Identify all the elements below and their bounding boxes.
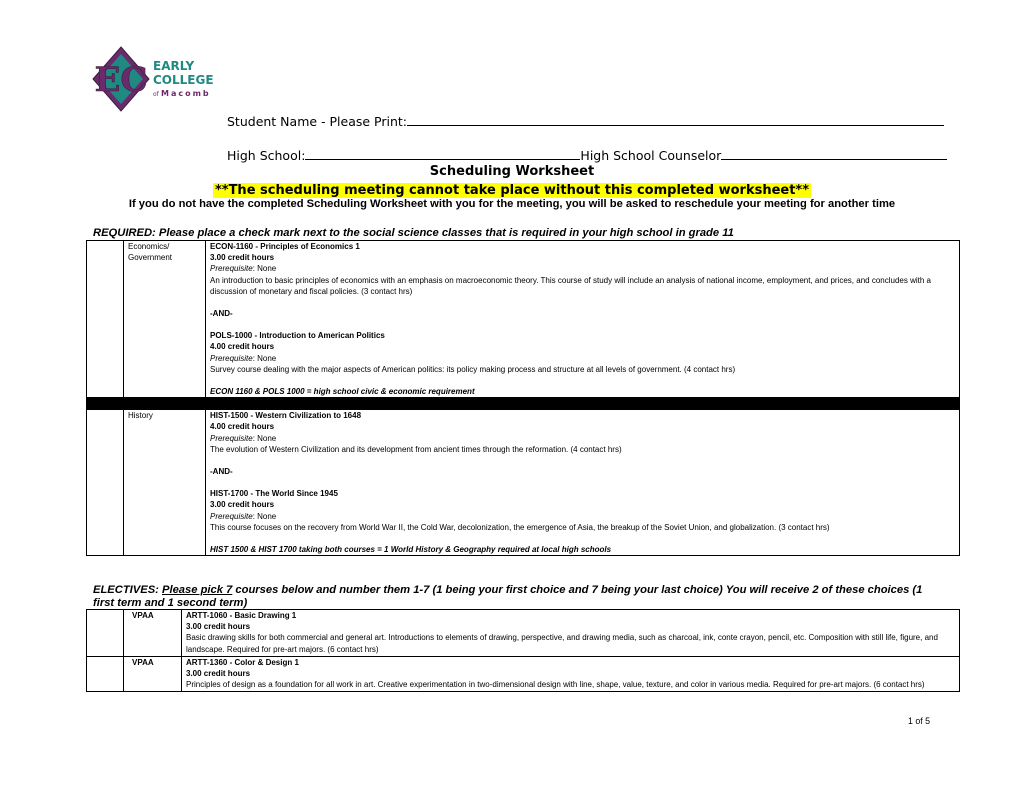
course-description: Basic drawing skills for both commercial and general art. Introductions to elements of drawing, perspective, and drawing media, such as charcoal, ink, conte crayon, pencil, etc. Composition with still life, figure, and landscape. Required for pre-art majors. (6 contact hrs) [186,633,938,654]
student-name-field [227,112,944,129]
course-prereq [210,263,955,274]
elective-category: VPAA [124,657,182,692]
page-number: 1 of 5 [907,716,930,726]
course-prereq [210,353,955,364]
logo-line3: Macomb [161,89,211,98]
required-row-economics [87,241,960,398]
required-table [86,240,960,556]
course-cell [206,410,960,556]
worksheet-warning [0,181,1024,199]
worksheet-notice: If you do not have the completed Scheduling Worksheet with you for the meeting, you will be asked to reschedule your meeting for another time [128,198,896,210]
elective-rank-box[interactable] [87,657,124,692]
elective-row [87,610,960,657]
prereq-label: Prerequisite [210,511,253,521]
student-name-label: Student Name - Please Print: [227,114,408,129]
electives-table [86,609,960,692]
prereq-value: : None [252,264,277,274]
course-title: POLS-1000 - Introduction to American Politics [210,331,385,341]
course-title: ARTT-1360 - Color & Design 1 [186,658,299,667]
early-college-of-macomb-logo [92,46,214,112]
logo-line2: COLLEGE [153,73,214,87]
prereq-value: : None [252,353,277,363]
course-credits: 3.00 credit hours [210,253,275,263]
course-prereq [210,433,955,444]
prereq-label: Prerequisite [210,353,253,363]
course-title: HIST-1500 - Western Civilization to 1648 [210,411,362,421]
elective-row [87,657,960,692]
and-separator: -AND- [210,309,233,319]
worksheet-title: Scheduling Worksheet [429,164,595,179]
electives-heading-part1: ELECTIVES: [93,584,162,596]
course-credits: 3.00 credit hours [210,500,275,510]
course-description: This course focuses on the recovery from World War II, the Cold War, decolonization, the emergence of Asia, the breakup of the Soviet Union, and globalization. (3 contact hrs) [210,522,830,532]
required-checkbox-history[interactable] [87,410,124,556]
logo-line1: EARLY [153,59,195,73]
counselor-blank[interactable] [721,146,947,160]
course-description: An introduction to basic principles of economics with an emphasis on macroeconomic theory. This course of study will include an analysis of national income, employment, and prices, and concludes with a discussion of monetary and fiscal policies. (3 contact hrs) [210,275,931,296]
elective-category: VPAA [124,610,182,657]
requirement-note: HIST 1500 & HIST 1700 taking both courses = 1 World History & Geography required at local high schools [210,545,612,555]
high-school-field [227,146,947,163]
course-credits: 4.00 credit hours [210,342,275,352]
course-title: ARTT-1060 - Basic Drawing 1 [186,611,297,620]
prereq-label: Prerequisite [210,433,253,443]
logo-line3-prefix: of [153,91,159,98]
course-title: ECON-1160 - Principles of Economics 1 [210,242,360,251]
category-cell: History [124,410,206,556]
course-prereq [210,511,955,522]
and-separator: -AND- [210,467,233,477]
requirement-note: ECON 1160 & POLS 1000 = high school civic & economic requirement [210,387,475,397]
category-cell: Economics/ Government [124,241,206,398]
course-credits: 3.00 credit hours [186,622,251,632]
course-credits: 4.00 credit hours [210,422,275,432]
prereq-value: : None [252,433,277,443]
student-name-blank[interactable] [407,112,944,126]
electives-heading-part2: courses below and number them 1-7 (1 being your first choice and 7 being your last choice) You will receive 2 of these choices (1 first term and 1 second term) [93,584,923,609]
elective-rank-box[interactable] [87,610,124,657]
worksheet-warning-text: **The scheduling meeting cannot take place without this completed worksheet** [214,183,810,198]
course-description: Principles of design as a foundation for all work in art. Creative experimentation in two-dimensional design with line, shape, value, texture, and color in various media. Required for pre-art majors. (6 contact hrs) [186,680,925,690]
counselor-label: High School Counselor [580,148,722,163]
elective-course-cell [182,657,960,692]
prereq-label: Prerequisite [210,264,253,274]
course-credits: 3.00 credit hours [186,669,251,679]
electives-heading-pick: Please pick 7 [162,584,233,596]
high-school-blank[interactable] [305,146,580,160]
required-checkbox-economics[interactable] [87,241,124,398]
course-cell [206,241,960,398]
required-row-history [87,410,960,556]
elective-course-cell [182,610,960,657]
course-title: HIST-1700 - The World Since 1945 [210,489,338,499]
required-heading: REQUIRED: Please place a check mark next to the social science classes that is required in your high school in grade 11 [93,227,734,239]
prereq-value: : None [252,511,277,521]
course-description: Survey course dealing with the major aspects of American politics: its policy making process and structure at all levels of government. (4 contact hrs) [210,364,736,374]
logo-initials: EC [94,60,148,100]
course-description: The evolution of Western Civilization and its development from ancient times through the reformation. (4 contact hrs) [210,444,622,454]
row-separator-band [87,398,960,410]
high-school-label: High School: [227,148,306,163]
electives-heading [93,584,933,610]
